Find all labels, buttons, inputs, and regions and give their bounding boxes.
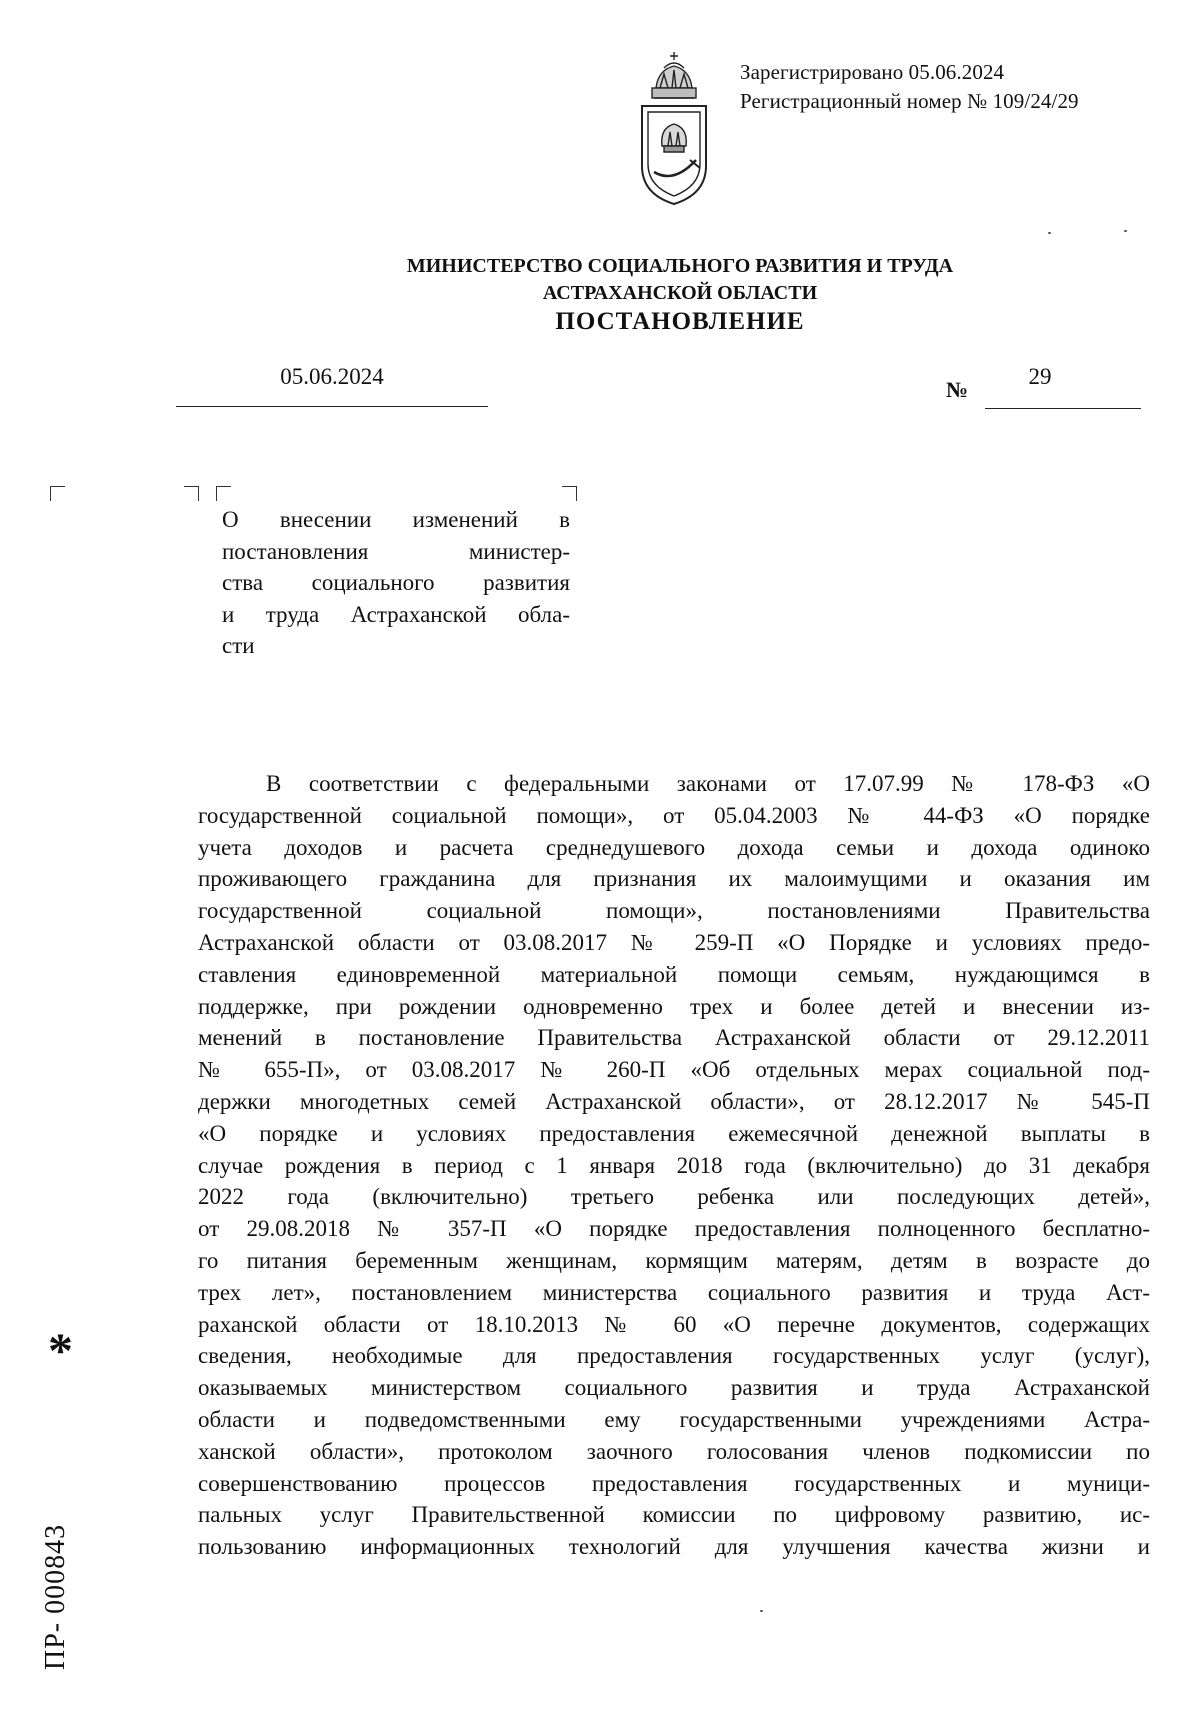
corner-mark [184, 486, 199, 501]
corner-mark [562, 486, 577, 501]
document-number: 29 [1028, 364, 1052, 389]
body-line: государственной социальной помощи», от 05.04.2003 № 44-ФЗ «О порядке [198, 802, 1150, 828]
body-line: пальных услуг Правительственной комиссии по цифровому развитию, ис- [198, 1502, 1150, 1528]
registration-stamp [740, 58, 1079, 116]
body-line: сведения, необходимые для предоставления государственных услуг (услуг), [198, 1343, 1150, 1369]
date-field [176, 364, 488, 407]
document-subject [222, 504, 570, 662]
margin-document-code: ПР- 000843 [40, 1523, 71, 1670]
number-field [985, 360, 1141, 409]
body-line: пользованию информационных технологий для улучшения качества жизни и [198, 1534, 1150, 1560]
document-body [198, 768, 1150, 1563]
ministry-line-1: МИНИСТЕРСТВО СОЦИАЛЬНОГО РАЗВИТИЯ И ТРУДА [406, 255, 954, 277]
scan-speck [1124, 230, 1127, 232]
margin-asterisk: * [48, 1322, 73, 1378]
document-date: 05.06.2024 [280, 364, 384, 389]
scan-speck [1048, 232, 1051, 234]
subject-line: ства социального развития [222, 570, 570, 595]
body-line: поддержке, при рождении одновременно трех и более детей и внесении из- [198, 993, 1150, 1019]
body-line: менений в постановление Правительства Астраханской области от 29.12.2011 [198, 1025, 1150, 1051]
scan-speck [760, 1610, 763, 1612]
subject-line: и труда Астраханской обла- [222, 601, 570, 627]
body-line: учета доходов и расчета среднедушевого дохода семьи и дохода одиноко [198, 834, 1150, 860]
body-line: ханской области», протоколом заочного голосования членов подкомиссии по [198, 1438, 1150, 1464]
body-line: случае рождения в период с 1 января 2018 года (включительно) до 31 декабря [198, 1152, 1150, 1178]
corner-mark [50, 486, 65, 501]
body-line: государственной социальной помощи», постановлениями Правительства [198, 898, 1150, 924]
coat-of-arms-emblem [634, 48, 714, 208]
body-line: ставления единовременной материальной помощи семьям, нуждающимся в [198, 961, 1150, 987]
body-line: В соответствии с федеральными законами от 17.07.99 № 178-ФЗ «О [266, 771, 1150, 796]
body-line: держки многодетных семей Астраханской области», от 28.12.2017 № 545-П [198, 1088, 1150, 1114]
corner-mark [216, 486, 231, 501]
subject-line: сти [222, 633, 255, 658]
body-line: проживающего гражданина для признания их малоимущими и оказания им [198, 866, 1150, 892]
subject-line: постановления министер- [222, 538, 570, 564]
body-line: № 655-П», от 03.08.2017 № 260-П «Об отдельных мерах социальной под- [198, 1057, 1150, 1083]
registration-date: Зарегистрировано 05.06.2024 [740, 60, 1005, 84]
ministry-name [300, 253, 1060, 307]
body-line: оказываемых министерством социального развития и труда Астраханской [198, 1375, 1150, 1401]
registration-number: Регистрационный номер № 109/24/29 [740, 89, 1079, 113]
body-line: Астраханской области от 03.08.2017 № 259-П «О Порядке и условиях предо- [198, 929, 1150, 955]
body-line: го питания беременным женщинам, кормящим матерям, детям в возрасте до [198, 1247, 1150, 1273]
body-line: области и подведомственными ему государственными учреждениями Астра- [198, 1406, 1150, 1432]
body-line: 2022 года (включительно) третьего ребенка или последующих детей», [198, 1184, 1150, 1210]
ministry-line-2: АСТРАХАНСКОЙ ОБЛАСТИ [542, 282, 818, 304]
subject-line: О внесении изменений в [222, 507, 570, 532]
number-sign: № [946, 377, 969, 402]
body-line: раханской области от 18.10.2013 № 60 «О перечне документов, содержащих [198, 1311, 1150, 1337]
document-type-title: ПОСТАНОВЛЕНИЕ [555, 308, 805, 335]
body-line: от 29.08.2018 № 357-П «О порядке предоставления полноценного бесплатно- [198, 1216, 1150, 1242]
body-line: трех лет», постановлением министерства социального развития и труда Аст- [198, 1279, 1150, 1305]
body-line: «О порядке и условиях предоставления ежемесячной денежной выплаты в [198, 1120, 1150, 1146]
body-line: совершенствованию процессов предоставления государственных и муници- [198, 1470, 1150, 1496]
